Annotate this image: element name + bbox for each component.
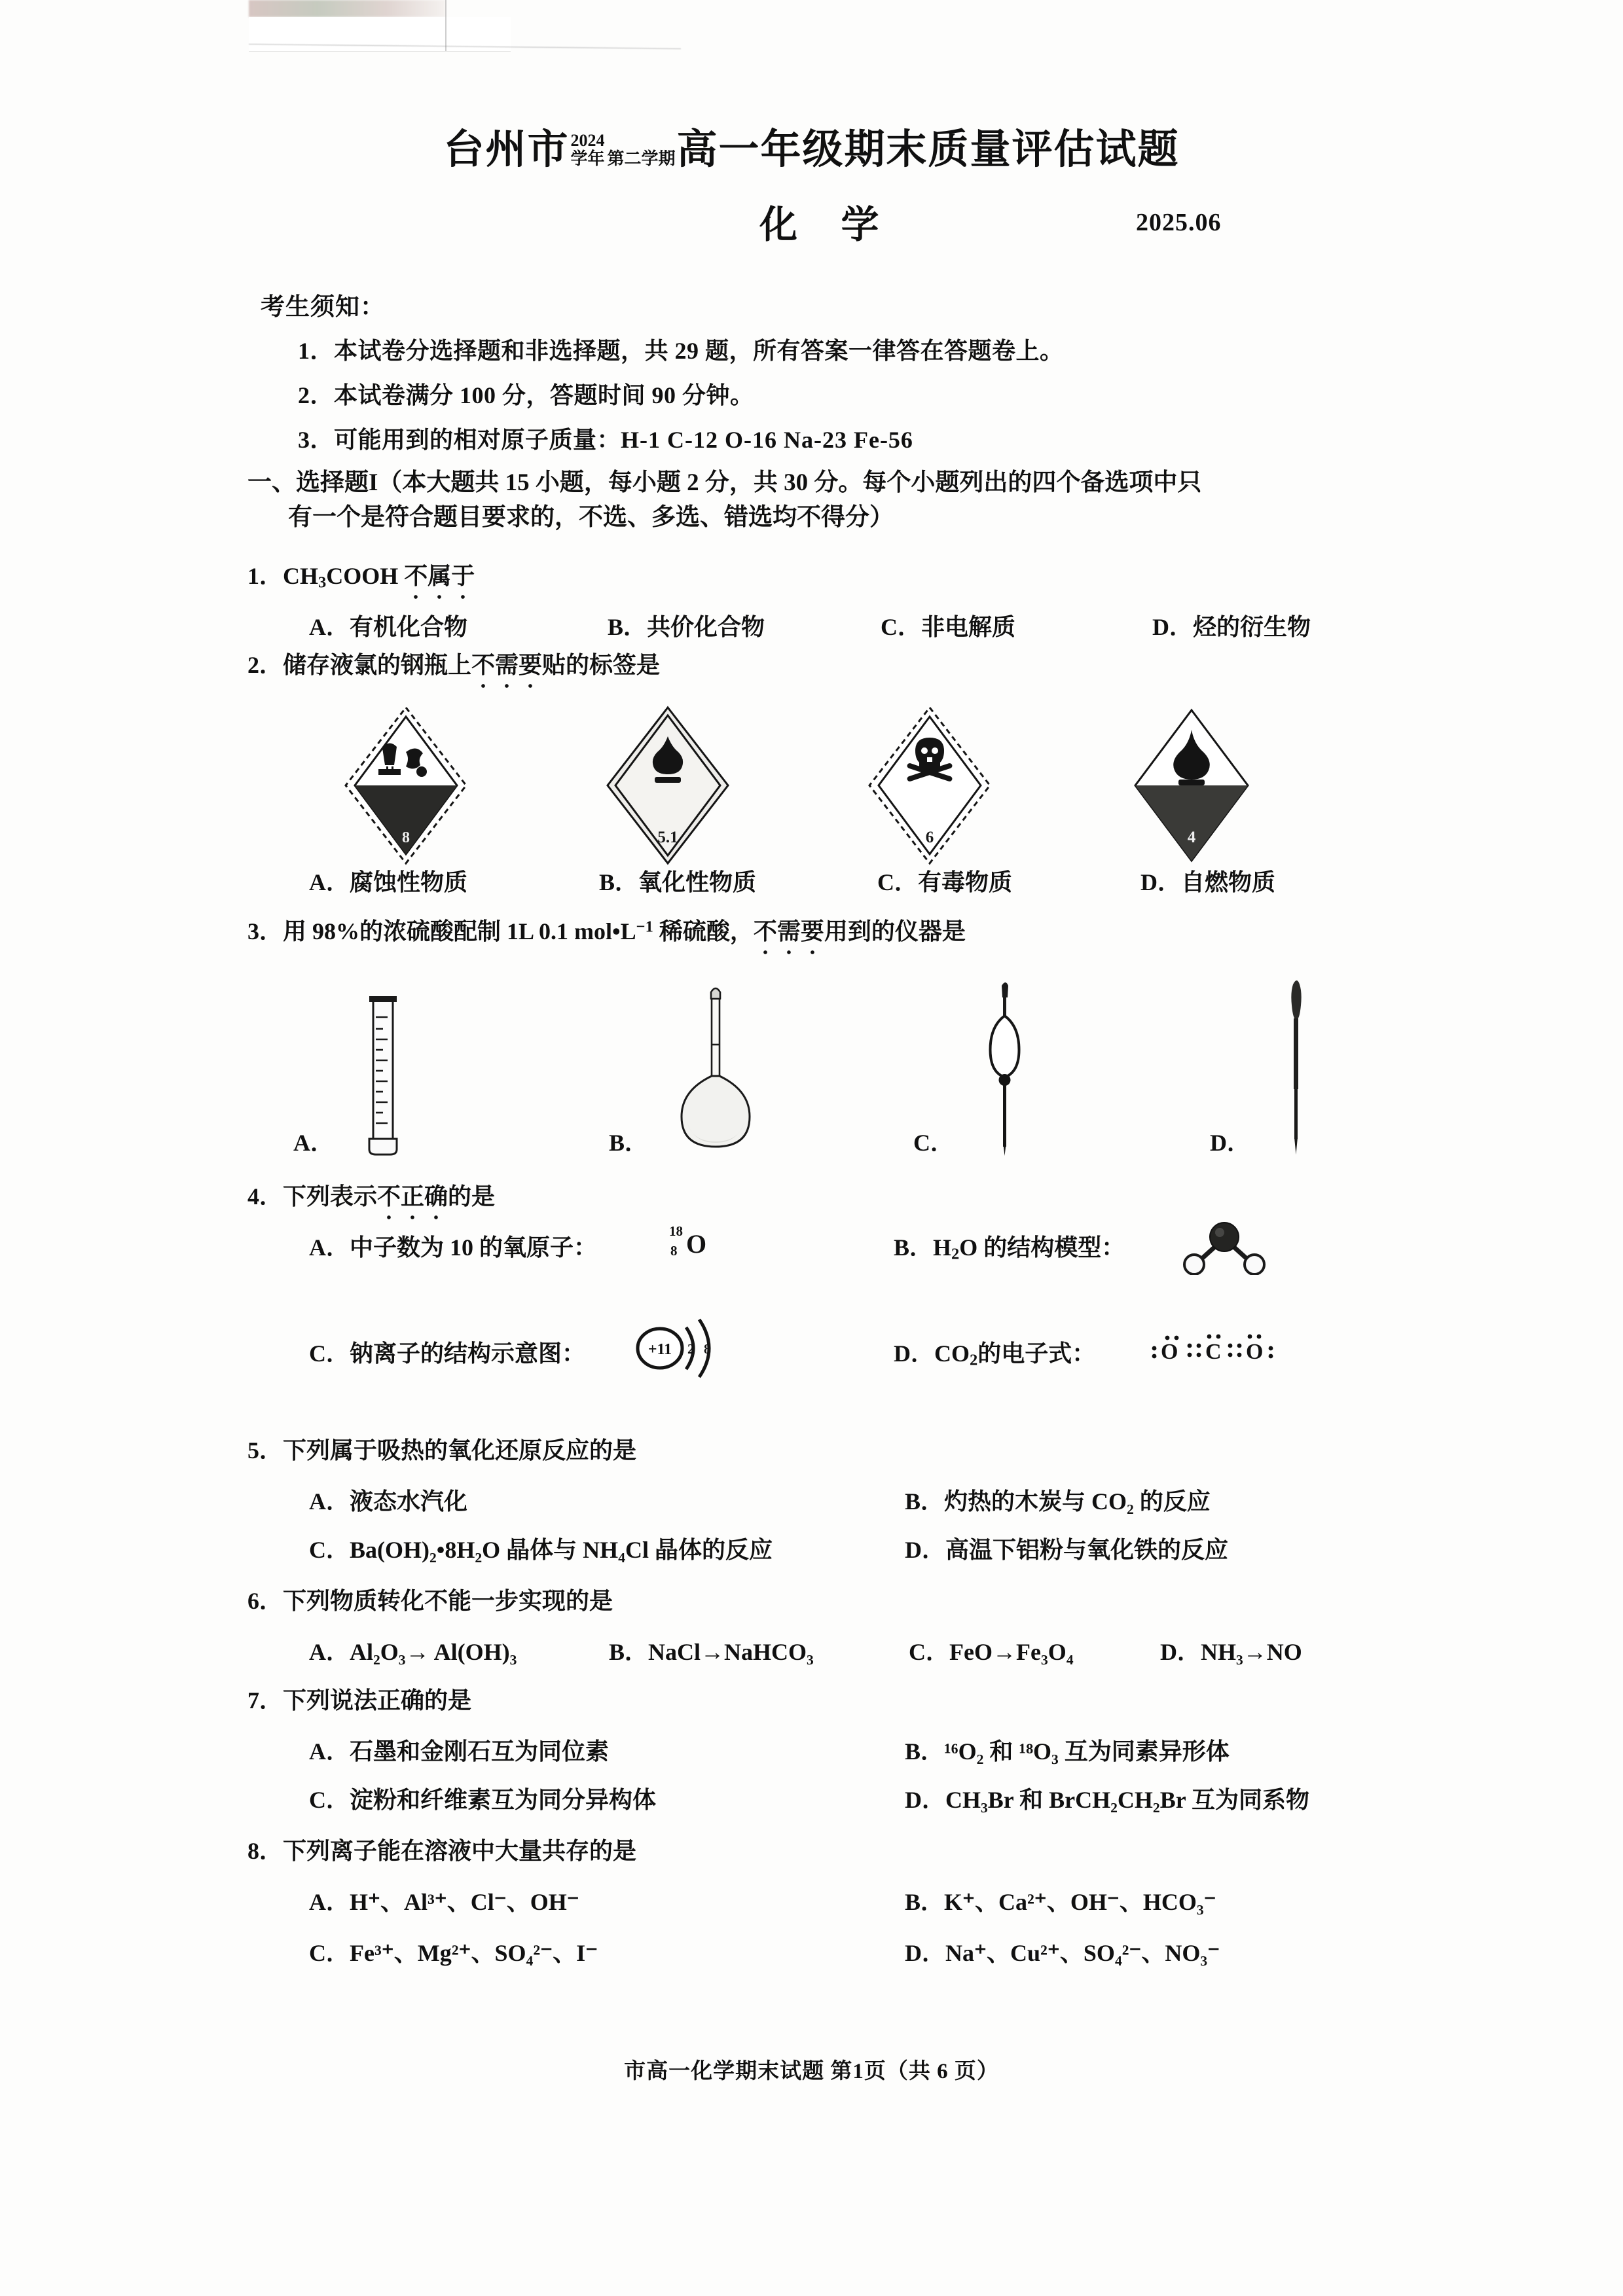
- question-6-option-a: A．Al₂O₃→ Al(OH)₃: [309, 1639, 517, 1665]
- question-7-number: 7．: [247, 1687, 283, 1713]
- question-7-stem: 7．下列说法正确的是: [247, 1687, 472, 1713]
- notice-heading: 考生须知：: [261, 294, 385, 321]
- question-4-stem: 4．下列表示不正确的是: [247, 1183, 496, 1210]
- svg-text:8: 8: [704, 1341, 711, 1357]
- question-4-number: 4．: [247, 1183, 283, 1210]
- question-2-number: 2．: [247, 652, 283, 678]
- question-2-emphasis: 不需要: [471, 652, 543, 678]
- subject-name: 化 学: [759, 204, 896, 246]
- hazard-class-number: 6: [925, 829, 934, 846]
- question-5-number: 5．: [247, 1437, 283, 1463]
- shell-electrons: 2: [687, 1341, 695, 1357]
- page-title: [0, 117, 1623, 175]
- question-1-option-c: C．非电解质: [881, 614, 1016, 640]
- hazard-class-number: 5.1: [657, 829, 678, 846]
- toxic-hazard-label: [864, 704, 995, 867]
- question-3-number: 3．: [247, 918, 283, 944]
- question-8-option-a: A．H⁺、Al³⁺、Cl⁻、OH⁻: [309, 1889, 579, 1915]
- svg-text:18: 18: [669, 1223, 683, 1239]
- question-1-option-d: D．烃的衍生物: [1152, 614, 1311, 640]
- question-8-number: 8．: [247, 1838, 283, 1864]
- question-4-option-b: B．$H_2O$ 的结构模型：: [894, 1234, 1125, 1263]
- question-8-stem: 8．下列离子能在溶液中大量共存的是: [247, 1838, 637, 1864]
- question-4-option-c: C．钠离子的结构示意图：: [309, 1340, 586, 1367]
- co2-lewis-structure: [1149, 1327, 1300, 1372]
- title-year: 2024: [570, 130, 605, 150]
- question-4-option-d: D．$CO_2$的电子式：: [894, 1340, 1096, 1369]
- question-5-option-d: D．高温下铝粉与氧化铁的反应: [905, 1537, 1229, 1563]
- question-7-option-d: D．CH₃Br 和 BrCH₂CH₂Br 互为同系物: [905, 1787, 1310, 1813]
- question-2-option-d: D．自燃物质: [1140, 869, 1276, 895]
- notice-item-1: 1．本试卷分选择题和非选择题，共 29 题，所有答案一律答在答题卷上。: [298, 338, 1064, 364]
- question-3-emphasis: 不需要: [753, 918, 824, 944]
- question-1-option-a: A．有机化合物: [309, 614, 468, 640]
- question-3-stem: 3．用 98%的浓硫酸配制 1L 0.1 $mol•L^{-1}$ 稀硫酸，不需要用到的仪器是: [247, 918, 966, 944]
- spontaneously-combustible-hazard-label: [1126, 704, 1257, 867]
- question-3-option-b-label: B．: [609, 1130, 649, 1156]
- oxidizer-hazard-label: [602, 704, 733, 867]
- question-6-option-d: D．NH₃→NO: [1160, 1639, 1302, 1665]
- question-1-number: 1．: [247, 563, 283, 589]
- atomic-masses: H-1 C-12 O-16 Na-23 Fe-56: [621, 427, 913, 453]
- question-2-option-c: C．有毒物质: [877, 869, 1013, 895]
- isotope-notation-O18: [666, 1219, 719, 1268]
- question-5-option-c: C．Ba(OH)₂•8H₂O 晶体与 NH₄Cl 晶体的反应: [309, 1537, 773, 1563]
- title-school: 台州市: [443, 128, 570, 172]
- section-heading-line2: 有一个是符合题目要求的，不选、多选、错选均不得分）: [288, 503, 894, 531]
- question-6-option-c: C．FeO→Fe₃O₄: [909, 1639, 1074, 1665]
- question-6-number: 6．: [247, 1588, 283, 1614]
- hazard-class-number: 8: [402, 829, 410, 846]
- question-7-option-a: A．石墨和金刚石互为同位素: [309, 1738, 610, 1765]
- nucleus-charge: +11: [647, 1341, 672, 1358]
- question-6-option-b: B．NaCl→NaHCO₃: [609, 1639, 814, 1665]
- question-8-option-d: D．Na⁺、Cu²⁺、SO₄²⁻、NO₃⁻: [905, 1940, 1220, 1966]
- question-3-option-c-label: C．: [913, 1130, 954, 1156]
- title-tail: 高一年级期末质量评估试题: [676, 128, 1180, 172]
- pipette: [976, 975, 1034, 1162]
- svg-text:O: O: [686, 1229, 707, 1259]
- question-8-option-c: C．Fe³⁺、Mg²⁺、SO₄²⁻、I⁻: [309, 1940, 598, 1966]
- question-2-stem: 2．储存液氯的钢瓶上不需要贴的标签是: [247, 652, 661, 678]
- svg-text:C: C: [1205, 1340, 1222, 1364]
- question-7-option-b: B．¹⁶O₂ 和 ¹⁸O₃ 互为同素异形体: [905, 1738, 1230, 1765]
- svg-text:O: O: [1246, 1340, 1264, 1364]
- question-8-option-b: B．K⁺、Ca²⁺、OH⁻、HCO₃⁻: [905, 1889, 1216, 1915]
- scan-edge-line: [445, 0, 447, 51]
- svg-text:8: 8: [670, 1243, 678, 1259]
- page-footer: 市高一化学期末试题 第1页（共 6 页）: [624, 2060, 999, 2083]
- corrosive-hazard-label: [340, 704, 471, 867]
- question-5-option-a: A．液态水汽化: [309, 1488, 468, 1515]
- question-2-option-b: B．氧化性物质: [599, 869, 757, 895]
- question-7-option-c: C．淀粉和纤维素互为同分异构体: [309, 1787, 657, 1813]
- sodium-ion-shell-diagram: [629, 1314, 740, 1383]
- question-2-option-a: A．腐蚀性物质: [309, 869, 468, 895]
- section-heading: [247, 466, 1426, 535]
- question-1-emphasis: 不属于: [404, 563, 475, 589]
- notice-item-3: [298, 422, 913, 455]
- svg-text:O: O: [1161, 1340, 1178, 1364]
- section-heading-line1: 一、选择题I（本大题共 15 小题，每小题 2 分，共 30 分。每个小题列出的四个备选项中只: [247, 469, 1202, 496]
- title-year-label: 学年: [570, 149, 605, 168]
- scan-artifact: [249, 0, 445, 17]
- title-term-ruby: [608, 132, 676, 168]
- question-5-option-b: B．灼热的木炭与 CO₂ 的反应: [905, 1488, 1211, 1515]
- dropper: [1273, 975, 1319, 1162]
- water-ball-and-stick-model: [1178, 1216, 1270, 1278]
- question-1-stem: 1．$CH_3COOH$ 不属于: [247, 563, 475, 592]
- question-3-option-a-label: A．: [293, 1130, 334, 1156]
- notice-item-2: 2．本试卷满分 100 分，答题时间 90 分钟。: [298, 382, 754, 408]
- question-4-emphasis: 不正确: [377, 1183, 448, 1210]
- question-6-stem: 6．下列物质转化不能一步实现的是: [247, 1588, 613, 1614]
- question-4-option-a: A．中子数为 10 的氧原子：: [309, 1234, 598, 1261]
- graduated-cylinder: [347, 988, 419, 1162]
- question-3-option-d-label: D．: [1210, 1130, 1250, 1156]
- question-5-stem: 5．下列属于吸热的氧化还原反应的是: [247, 1437, 637, 1463]
- question-1-option-b: B．共价化合物: [608, 614, 765, 640]
- title-year-ruby: [570, 132, 604, 168]
- hazard-class-number: 4: [1187, 829, 1196, 846]
- title-term: 第二学期: [607, 149, 676, 168]
- volumetric-flask: [666, 975, 765, 1162]
- exam-date: 2025.06: [1136, 209, 1222, 236]
- notice-item-3-label: 3．可能用到的相对原子质量：: [298, 427, 621, 453]
